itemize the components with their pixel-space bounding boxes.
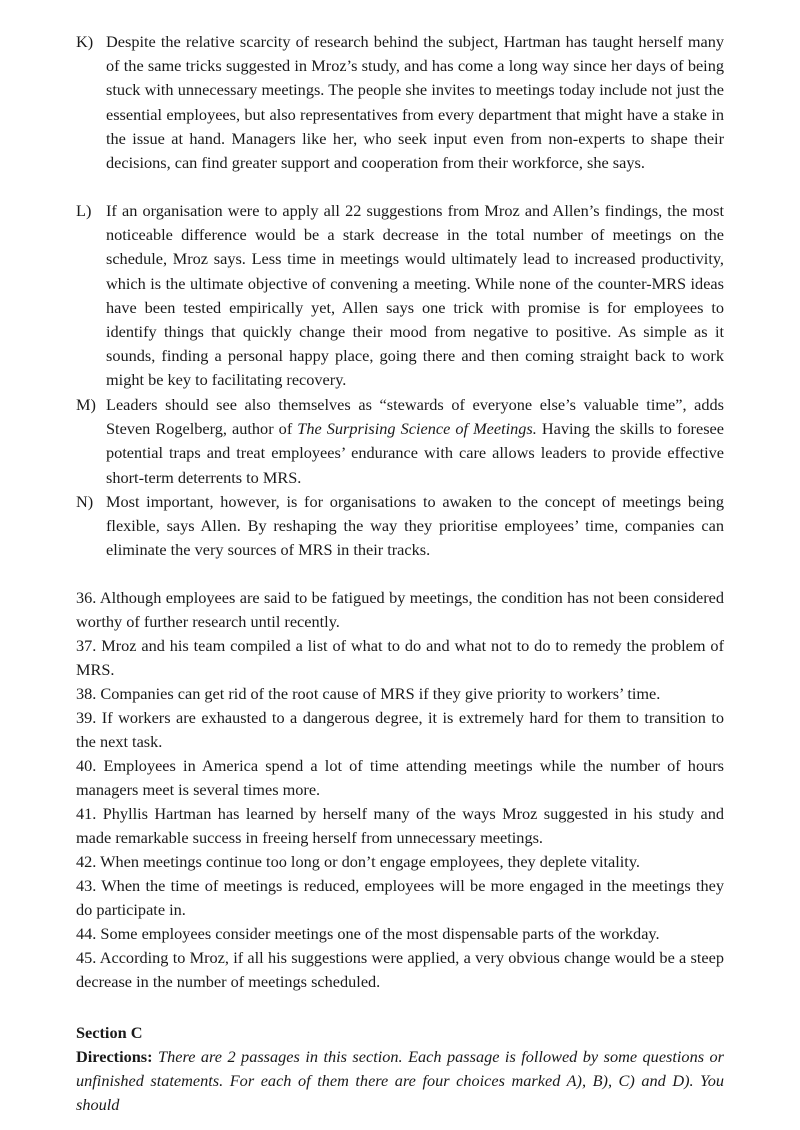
paragraph-label: N) [76, 492, 94, 511]
statement-44: 44. Some employees consider meetings one of the most dispensable parts of the workday. [76, 924, 660, 943]
paragraph-text: Despite the relative scarcity of research behind the subject, Hartman has taught herself many of the same tricks suggested in Mroz’s study, and has come a long way since her days of being stuck with unnecessary meetings. The people she invites to meetings today include not just the essential employees, but also representatives from every department that might have a stake in the issue at hand. Managers like her, who seek input even from non-experts to shape their decisions, can find greater support and cooperation from their workforce, she says. [106, 32, 724, 173]
statement-38: 38. Companies can get rid of the root cause of MRS if they give priority to workers’ time. [76, 684, 661, 703]
section-directions [76, 1045, 724, 1118]
paragraph-text-after: Having the skills to foresee potential traps and treat employees’ endurance with care allows leaders to provide effective short-term deterrents to MRS. [106, 419, 724, 487]
statement-42: 42. When meetings continue too long or don’t engage employees, they deplete vitality. [76, 852, 640, 871]
directions-label: Directions: [76, 1047, 153, 1066]
paragraph-label: K) [76, 32, 94, 51]
paragraph-text-before: Leaders should see also themselves as “stewards of everyone else’s valuable time”, adds Steven Rogelberg, author of [106, 395, 724, 439]
directions-text: There are 2 passages in this section. Each passage is followed by some questions or unfinished statements. For each of them there are four choices marked A), B), C) and D). You should [76, 1047, 724, 1115]
paragraph-text [106, 393, 724, 490]
paragraph-text: If an organisation were to apply all 22 suggestions from Mroz and Allen’s findings, the most noticeable difference would be a stark decrease in the total number of meetings on the schedule, Mroz says. Less time in meetings would ultimately lead to increased productivity, which is the ultimate objective of convening a meeting. While none of the counter-MRS ideas have been tested empirically yet, Allen says one trick with promise is for employees to identify things that quickly change their mood from negative to positive. As simple as it sounds, finding a personal happy place, going there and then coming straight back to work might be key to facilitating recovery. [106, 201, 724, 390]
statement-39: 39. If workers are exhausted to a dangerous degree, it is extremely hard for them to transition to the next task. [76, 708, 724, 752]
paragraph-label: L) [76, 201, 92, 220]
statement-43: 43. When the time of meetings is reduced, employees will be more engaged in the meetings they do participate in. [76, 876, 724, 920]
section-heading: Section C [76, 1023, 143, 1042]
statement-36: 36. Although employees are said to be fatigued by meetings, the condition has not been considered worthy of further research until recently. [76, 588, 724, 632]
paragraph-n [76, 490, 724, 563]
statement-41: 41. Phyllis Hartman has learned by herself many of the ways Mroz suggested in his study and made remarkable success in freeing herself from unnecessary meetings. [76, 804, 724, 848]
paragraph-text: Most important, however, is for organisations to awaken to the concept of meetings being flexible, says Allen. By reshaping the way they prioritise employees’ time, companies can eliminate the very sources of MRS in their tracks. [106, 492, 724, 560]
paragraph-label: M) [76, 395, 96, 414]
statement-37: 37. Mroz and his team compiled a list of what to do and what not to do to remedy the problem of MRS. [76, 636, 724, 680]
book-title: The Surprising Science of Meetings. [297, 419, 537, 439]
paragraph-m [76, 393, 724, 490]
statement-40: 40. Employees in America spend a lot of time attending meetings while the number of hours managers meet is several times more. [76, 756, 724, 800]
paragraph-l [76, 199, 724, 393]
paragraph-k [76, 30, 724, 175]
statement-45: 45. According to Mroz, if all his suggestions were applied, a very obvious change would be a steep decrease in the number of meetings scheduled. [76, 948, 724, 992]
